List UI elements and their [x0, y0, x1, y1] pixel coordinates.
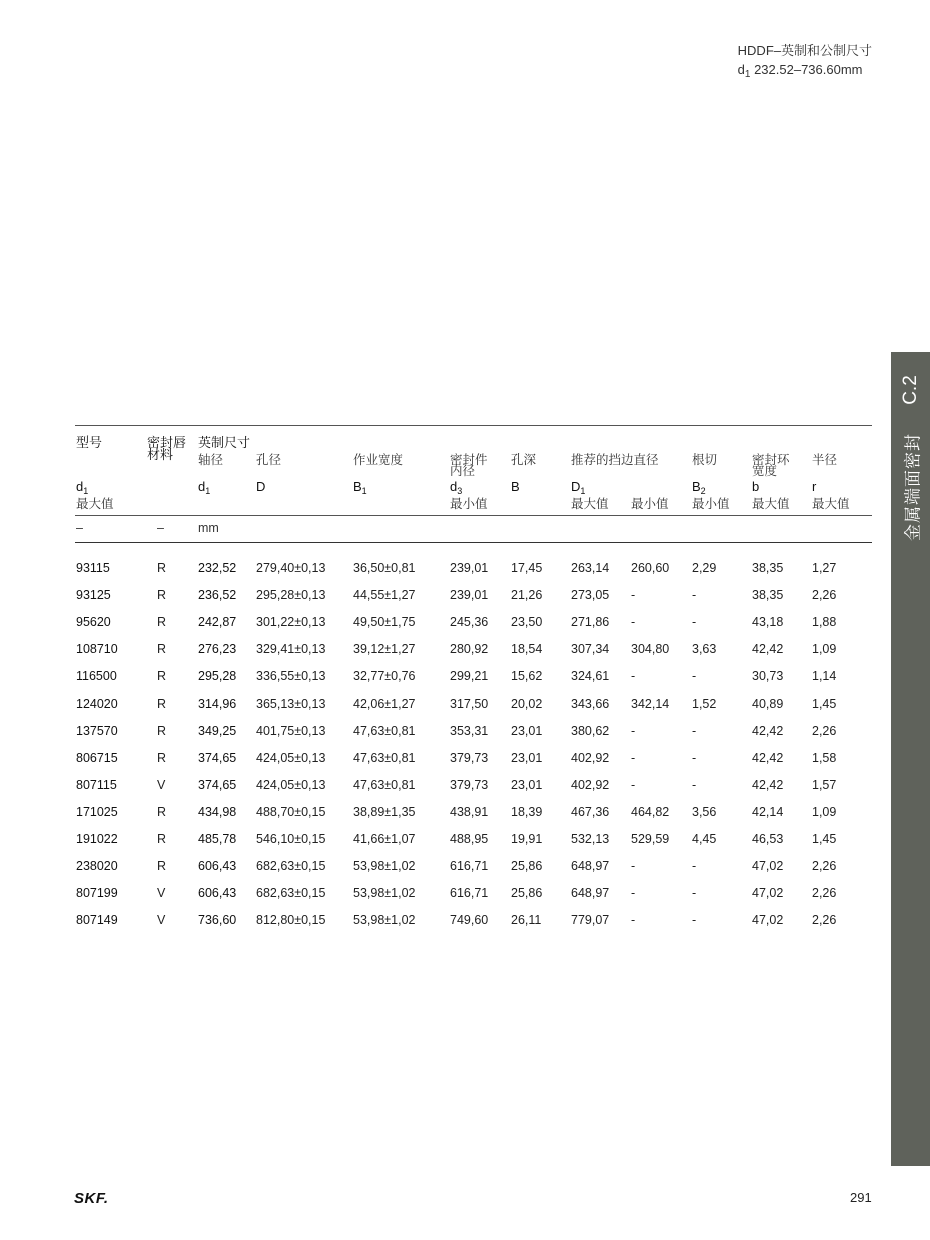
- qualifier-min-shoulder: 最小值: [631, 497, 669, 511]
- cell-shoulder-min: 260,60: [631, 561, 670, 575]
- cell-shaft-dia: 736,60: [198, 913, 237, 928]
- cell-material: R: [157, 832, 167, 846]
- cell-shaft-dia: 374,65: [198, 777, 237, 792]
- col-header-bore-depth: 孔深: [511, 453, 537, 467]
- cell-shoulder-max: 271,86: [571, 615, 610, 630]
- table-row: [75, 669, 872, 696]
- cell-seal-bore: 488,95: [450, 832, 489, 846]
- header-range-sub: 1: [744, 69, 751, 80]
- col-header-ring-width-2: 宽度: [752, 464, 778, 478]
- cell-working-width: 38,89±1,35: [353, 804, 416, 819]
- cell-seal-bore: 317,50: [450, 696, 489, 711]
- cell-working-width: 53,98±1,02: [353, 886, 416, 901]
- cell-shoulder-min: 529,59: [631, 832, 670, 846]
- cell-shoulder-max: 273,05: [571, 588, 610, 603]
- cell-radius: 2,26: [812, 859, 837, 874]
- cell-material: R: [157, 669, 167, 684]
- cell-ring-width: 46,53: [752, 832, 784, 846]
- col-header-rec-shoulder: 推荐的挡边直径: [571, 453, 659, 467]
- col-header-undercut: 根切: [692, 453, 718, 467]
- cell-working-width: 49,50±1,75: [353, 615, 416, 630]
- cell-bore-dia: 682,63±0,15: [256, 886, 326, 901]
- cell-shoulder-max: 467,36: [571, 804, 610, 819]
- sym-B2: $B_2$: [692, 479, 706, 496]
- cell-bore-depth: 18,54: [511, 642, 543, 657]
- cell-radius: 1,58: [812, 750, 837, 765]
- cell-shaft-dia: 242,87: [198, 615, 237, 630]
- cell-seal-bore: 245,36: [450, 615, 489, 630]
- col-header-lip-material-1: 密封唇: [147, 435, 187, 450]
- table-rule-mid: [75, 515, 872, 516]
- cell-bore-depth: 23,01: [511, 750, 543, 765]
- cell-bore-dia: 329,41±0,13: [256, 642, 326, 657]
- cell-shaft-dia: 232,52: [198, 561, 237, 575]
- qualifier-min-seal-bore: 最小值: [450, 497, 488, 511]
- sym-b: b: [752, 479, 760, 494]
- cell-working-width: 41,66±1,07: [353, 832, 416, 846]
- cell-radius: 2,26: [812, 913, 837, 928]
- cell-bore-dia: 546,10±0,15: [256, 832, 326, 846]
- cell-material: R: [157, 588, 167, 603]
- cell-undercut: -: [692, 859, 697, 874]
- cell-undercut: 4,45: [692, 832, 717, 846]
- cell-shoulder-min: -: [631, 750, 636, 765]
- table-rule-bottom: [75, 542, 872, 543]
- unit-mm: mm: [198, 521, 219, 535]
- cell-working-width: 36,50±0,81: [353, 561, 416, 575]
- cell-bore-depth: 18,39: [511, 804, 543, 819]
- cell-radius: 1,45: [812, 696, 837, 711]
- cell-shoulder-min: -: [631, 723, 636, 738]
- cell-undercut: -: [692, 615, 697, 630]
- cell-seal-bore: 379,73: [450, 750, 489, 765]
- cell-radius: 2,26: [812, 588, 837, 603]
- col-header-seal-bore-2: 内径: [450, 464, 476, 478]
- cell-designation: 137570: [76, 723, 118, 738]
- cell-working-width: 42,06±1,27: [353, 696, 416, 711]
- cell-ring-width: 40,89: [752, 696, 784, 711]
- cell-designation: 124020: [76, 696, 118, 711]
- cell-shoulder-max: 402,92: [571, 777, 610, 792]
- cell-radius: 2,26: [812, 723, 837, 738]
- cell-working-width: 32,77±0,76: [353, 669, 416, 684]
- cell-shoulder-max: 307,34: [571, 642, 610, 657]
- cell-material: R: [157, 750, 167, 765]
- col-header-shaft-dia: 轴径: [198, 453, 224, 467]
- cell-shaft-dia: 485,78: [198, 832, 237, 846]
- cell-shoulder-max: 779,07: [571, 913, 610, 928]
- cell-seal-bore: 438,91: [450, 804, 489, 819]
- cell-bore-depth: 15,62: [511, 669, 543, 684]
- header-range: [738, 60, 872, 84]
- cell-bore-dia: 424,05±0,13: [256, 750, 326, 765]
- cell-working-width: 47,63±0,81: [353, 723, 416, 738]
- cell-working-width: 47,63±0,81: [353, 777, 416, 792]
- cell-designation: 807199: [76, 886, 118, 901]
- cell-bore-dia: 401,75±0,13: [256, 723, 326, 738]
- cell-shoulder-min: -: [631, 777, 636, 792]
- header-range-value: 232.52–736.60mm: [754, 62, 863, 77]
- cell-bore-dia: 295,28±0,13: [256, 588, 326, 603]
- cell-undercut: -: [692, 886, 697, 901]
- cell-material: R: [157, 561, 167, 575]
- col-header-designation: 型号: [76, 435, 103, 450]
- cell-seal-bore: 239,01: [450, 588, 489, 603]
- cell-undercut: -: [692, 750, 697, 765]
- col-header-radius: 半径: [812, 453, 838, 467]
- cell-ring-width: 30,73: [752, 669, 784, 684]
- skf-logo: SKF.: [74, 1190, 109, 1207]
- cell-ring-width: 47,02: [752, 913, 784, 928]
- qualifier-max-shoulder: 最大值: [571, 497, 609, 511]
- cell-shoulder-min: -: [631, 859, 636, 874]
- table-row: [75, 724, 872, 751]
- sym-d1-designation: $d_1$: [76, 479, 89, 496]
- cell-seal-bore: 239,01: [450, 561, 489, 575]
- cell-bore-dia: 682,63±0,15: [256, 859, 326, 874]
- cell-bore-depth: 25,86: [511, 886, 543, 901]
- cell-undercut: -: [692, 669, 697, 684]
- cell-shoulder-min: 304,80: [631, 642, 670, 657]
- cell-material: R: [157, 642, 167, 657]
- cell-bore-depth: 23,01: [511, 777, 543, 792]
- cell-shoulder-max: 380,62: [571, 723, 610, 738]
- cell-radius: 1,45: [812, 832, 837, 846]
- cell-bore-depth: 19,91: [511, 832, 543, 846]
- sym-B1: $B_1$: [353, 479, 367, 496]
- cell-radius: 2,26: [812, 886, 837, 901]
- unit-dash-material: –: [157, 521, 164, 535]
- section-title: 金属端面密封: [903, 433, 923, 541]
- section-code: C.2: [900, 375, 921, 405]
- col-header-seal-bore-1: 密封件: [450, 453, 488, 467]
- cell-shaft-dia: 236,52: [198, 588, 237, 603]
- table-row: [75, 778, 872, 805]
- col-header-imperial: 英制尺寸: [198, 435, 251, 450]
- cell-ring-width: 42,42: [752, 642, 784, 657]
- cell-bore-depth: 26,11: [511, 913, 542, 928]
- cell-radius: 1,09: [812, 804, 837, 819]
- cell-undercut: -: [692, 723, 697, 738]
- cell-material: V: [157, 777, 166, 792]
- table-row: [75, 697, 872, 724]
- cell-ring-width: 38,35: [752, 588, 784, 603]
- sym-d3: $d_3$: [450, 479, 463, 496]
- cell-undercut: -: [692, 913, 697, 928]
- cell-shoulder-max: 263,14: [571, 561, 610, 575]
- cell-shaft-dia: 349,25: [198, 723, 237, 738]
- cell-shoulder-max: 648,97: [571, 859, 610, 874]
- cell-shoulder-max: 402,92: [571, 750, 610, 765]
- sym-d1-shaft: $d_1$: [198, 479, 211, 496]
- cell-designation: 95620: [76, 615, 111, 630]
- table-row: [75, 913, 872, 940]
- cell-seal-bore: 280,92: [450, 642, 489, 657]
- qualifier-max-designation: 最大值: [76, 497, 114, 511]
- cell-undercut: -: [692, 588, 697, 603]
- cell-material: R: [157, 723, 167, 738]
- cell-shoulder-max: 343,66: [571, 696, 610, 711]
- cell-shoulder-min: -: [631, 886, 636, 901]
- cell-bore-depth: 23,50: [511, 615, 543, 630]
- qualifier-min-undercut: 最小值: [692, 497, 730, 511]
- cell-designation: 93125: [76, 588, 111, 603]
- cell-ring-width: 43,18: [752, 615, 784, 630]
- cell-shoulder-min: -: [631, 588, 636, 603]
- sym-r: r: [812, 479, 817, 494]
- cell-bore-dia: 812,80±0,15: [256, 913, 326, 928]
- cell-shoulder-max: 648,97: [571, 886, 610, 901]
- cell-bore-depth: 20,02: [511, 696, 543, 711]
- table-row: [75, 886, 872, 913]
- cell-undercut: 3,63: [692, 642, 717, 657]
- cell-seal-bore: 299,21: [450, 669, 489, 684]
- cell-shoulder-min: -: [631, 913, 636, 928]
- col-header-ring-width-1: 密封环: [752, 453, 790, 467]
- cell-undercut: 2,29: [692, 561, 717, 575]
- sym-B: B: [511, 479, 520, 494]
- cell-designation: 93115: [76, 561, 110, 575]
- unit-dash-designation: –: [76, 521, 83, 535]
- page-header: [738, 41, 872, 84]
- cell-designation: 238020: [76, 859, 118, 874]
- cell-shoulder-min: -: [631, 669, 636, 684]
- cell-shaft-dia: 606,43: [198, 886, 237, 901]
- cell-ring-width: 42,42: [752, 750, 784, 765]
- cell-radius: 1,09: [812, 642, 837, 657]
- table-rule-top: [75, 425, 872, 426]
- sym-D: D: [256, 479, 266, 494]
- sym-D1: $D_1$: [571, 479, 586, 496]
- cell-material: R: [157, 859, 167, 874]
- cell-ring-width: 47,02: [752, 886, 784, 901]
- qualifier-max-radius: 最大值: [812, 497, 850, 511]
- cell-shaft-dia: 314,96: [198, 696, 237, 711]
- cell-bore-dia: 279,40±0,13: [256, 561, 326, 575]
- cell-bore-dia: 336,55±0,13: [256, 669, 326, 684]
- qualifier-max-ring-width: 最大值: [752, 497, 790, 511]
- cell-seal-bore: 616,71: [450, 859, 489, 874]
- cell-ring-width: 42,42: [752, 777, 784, 792]
- cell-shaft-dia: 606,43: [198, 859, 237, 874]
- cell-undercut: 1,52: [692, 696, 717, 711]
- cell-bore-depth: 25,86: [511, 859, 543, 874]
- cell-ring-width: 38,35: [752, 561, 784, 575]
- cell-bore-depth: 17,45: [511, 561, 543, 575]
- cell-ring-width: 47,02: [752, 859, 784, 874]
- cell-designation: 807149: [76, 913, 118, 928]
- table-row: [75, 615, 872, 642]
- table-row: [75, 859, 872, 886]
- cell-working-width: 47,63±0,81: [353, 750, 416, 765]
- cell-shoulder-max: 324,61: [571, 669, 610, 684]
- page-number: 291: [850, 1190, 872, 1205]
- col-header-bore-dia: 孔径: [256, 453, 282, 467]
- cell-designation: 108710: [76, 642, 118, 657]
- cell-radius: 1,27: [812, 561, 837, 575]
- cell-material: R: [157, 615, 167, 630]
- cell-shoulder-min: 464,82: [631, 804, 670, 819]
- cell-material: V: [157, 886, 166, 901]
- cell-shoulder-min: 342,14: [631, 696, 670, 711]
- cell-designation: 116500: [76, 669, 117, 684]
- cell-shaft-dia: 374,65: [198, 750, 237, 765]
- table-row: [75, 805, 872, 832]
- table-row: [75, 832, 872, 859]
- cell-working-width: 39,12±1,27: [353, 642, 416, 657]
- header-range-symbol: d: [737, 62, 745, 77]
- cell-bore-dia: 365,13±0,13: [256, 696, 326, 711]
- cell-working-width: 53,98±1,02: [353, 859, 416, 874]
- cell-shaft-dia: 434,98: [198, 804, 237, 819]
- cell-seal-bore: 353,31: [450, 723, 489, 738]
- cell-material: R: [157, 696, 167, 711]
- table-row: [75, 561, 872, 588]
- cell-seal-bore: 749,60: [450, 913, 489, 928]
- cell-designation: 807115: [76, 777, 117, 792]
- cell-radius: 1,14: [812, 669, 837, 684]
- cell-seal-bore: 379,73: [450, 777, 489, 792]
- cell-bore-dia: 301,22±0,13: [256, 615, 326, 630]
- table-row: [75, 751, 872, 778]
- cell-working-width: 53,98±1,02: [353, 913, 416, 928]
- cell-shaft-dia: 276,23: [198, 642, 237, 657]
- cell-undercut: 3,56: [692, 804, 717, 819]
- cell-seal-bore: 616,71: [450, 886, 489, 901]
- cell-radius: 1,57: [812, 777, 837, 792]
- cell-bore-dia: 488,70±0,15: [256, 804, 326, 819]
- table-row: [75, 588, 872, 615]
- cell-shoulder-max: 532,13: [571, 832, 610, 846]
- cell-working-width: 44,55±1,27: [353, 588, 416, 603]
- cell-radius: 1,88: [812, 615, 837, 630]
- cell-ring-width: 42,42: [752, 723, 784, 738]
- cell-bore-depth: 23,01: [511, 723, 543, 738]
- header-title: HDDF–英制和公制尺寸: [737, 43, 872, 58]
- cell-bore-depth: 21,26: [511, 588, 543, 603]
- cell-designation: 191022: [76, 832, 118, 846]
- cell-material: R: [157, 804, 167, 819]
- cell-bore-dia: 424,05±0,13: [256, 777, 326, 792]
- cell-designation: 806715: [76, 750, 118, 765]
- cell-undercut: -: [692, 777, 697, 792]
- cell-shaft-dia: 295,28: [198, 669, 237, 684]
- section-tab: [891, 352, 930, 1166]
- col-header-lip-material-2: 材料: [147, 447, 174, 462]
- table-row: [75, 642, 872, 669]
- cell-ring-width: 42,14: [752, 804, 784, 819]
- cell-designation: 171025: [76, 804, 118, 819]
- cell-shoulder-min: -: [631, 615, 636, 630]
- col-header-working-width: 作业宽度: [353, 453, 404, 467]
- cell-material: V: [157, 913, 166, 928]
